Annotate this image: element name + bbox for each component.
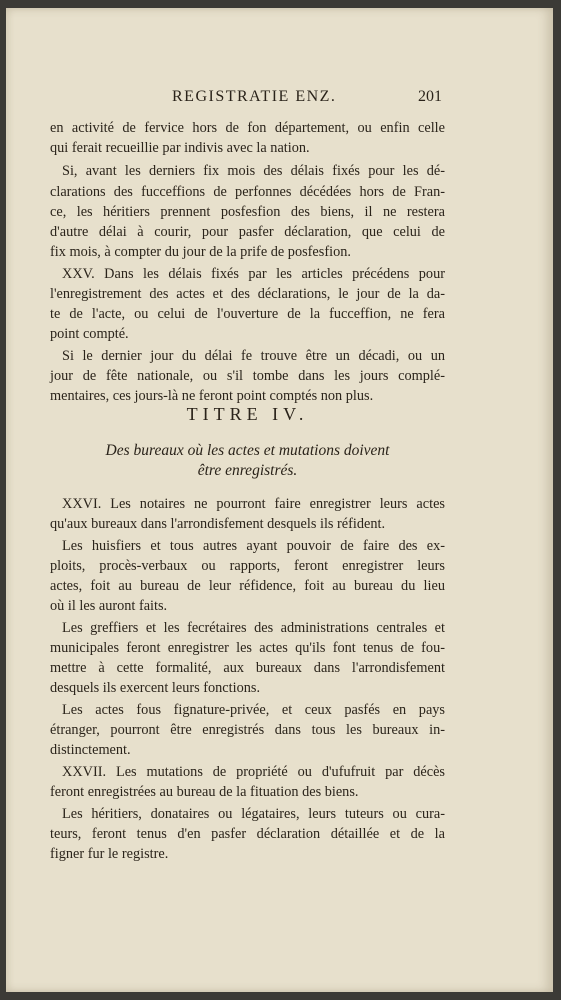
section-title: TITRE IV.	[186, 404, 309, 424]
text-line: teurs, feront tenus d'en pasfer déclaration détaillée et de la	[50, 826, 445, 842]
running-head: REGISTRATIE ENZ.	[172, 88, 337, 105]
section-subtitle: Des bureaux où les actes et mutations doivent	[105, 442, 390, 459]
text-line: XXVI. Les notaires ne pourront faire enregistrer leurs actes	[62, 496, 445, 512]
text-line: desquels ils exercent leurs fonctions.	[50, 680, 261, 696]
text-line: d'autre délai à courir, pour pasfer déclaration, que celui de	[50, 224, 445, 240]
text-line: qui ferait recueillie par indivis avec la nation.	[50, 140, 310, 156]
text-line: XXVII. Les mutations de propriété ou d'ufufruit par décès	[62, 764, 445, 780]
text-line: qu'aux bureaux dans l'arrondisfement desquels ils réfident.	[50, 516, 386, 532]
text-line: Si le dernier jour du délai fe trouve être un décadi, ou un	[62, 348, 445, 364]
text-line: où il les auront faits.	[50, 598, 168, 614]
text-line: actes, foit au bureau de leur réfidence, foit au bureau du lieu	[50, 578, 445, 594]
text-line: feront enregistrées au bureau de la fituation des biens.	[50, 784, 359, 800]
text-line: étranger, pourront être enregistrés dans tous les bureaux in-	[50, 722, 445, 738]
text-line: Les actes fous fignature-privée, et ceux pasfés en pays	[62, 702, 445, 718]
text-line: XXV. Dans les délais fixés par les articles précédens pour	[62, 266, 445, 282]
text-line: fix mois, à compter du jour de la prife de posfesfion.	[50, 244, 351, 260]
text-line: ce, les héritiers prennent posfesfion des biens, il ne restera	[50, 204, 445, 220]
text-line: mettre à cette formalité, aux bureaux dans l'arrondisfement	[50, 660, 445, 676]
text-line: figner fur le registre.	[50, 846, 169, 862]
text-line: point compté.	[50, 326, 129, 342]
text-line: distinctement.	[50, 742, 131, 758]
text-line: mentaires, ces jours-là ne feront point comptés non plus.	[50, 388, 374, 404]
text-line: en activité de fervice hors de fon département, ou enfin celle	[50, 120, 445, 136]
text-line: Les héritiers, donataires ou légataires, leurs tuteurs ou cura-	[62, 806, 445, 822]
text-line: clarations des fucceffions de perfonnes décédées hors de Fran-	[50, 184, 445, 200]
text-line: te de l'acte, ou celui de l'ouverture de la fucceffion, ne fera	[50, 306, 445, 322]
text-line: Si, avant les derniers fix mois des délais fixés pour les dé-	[62, 163, 445, 179]
text-line: Les huisfiers et tous autres ayant pouvoir de faire des ex-	[62, 538, 445, 554]
page-number: 201	[418, 88, 442, 105]
section-subtitle: être enregistrés.	[197, 462, 298, 479]
text-line: l'enregistrement des actes et des déclarations, le jour de la da-	[50, 286, 445, 302]
text-line: Les greffiers et les fecrétaires des administrations centrales et	[62, 620, 445, 636]
text-line: ploits, procès-verbaux ou rapports, feront enregistrer leurs	[50, 558, 445, 574]
text-line: jour de fête nationale, ou s'il tombe dans les jours complé-	[50, 368, 445, 384]
text-line: municipales feront enregistrer les actes qu'ils font tenus de fou-	[50, 640, 445, 656]
